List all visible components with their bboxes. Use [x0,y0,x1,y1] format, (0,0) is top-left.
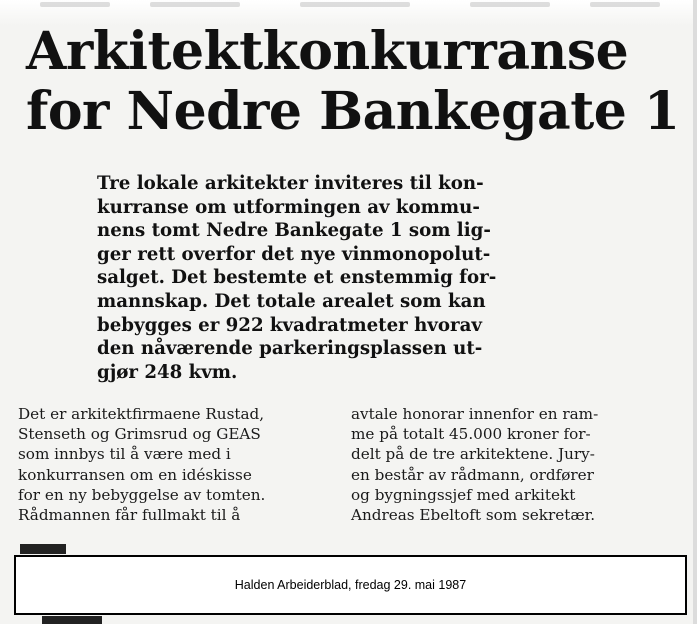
body-line: en består av rådmann, ordfører [351,465,594,484]
cropped-text-fragment [42,616,102,624]
lead-paragraph [97,172,573,384]
headline [26,22,680,142]
ghost-text-mark [300,2,410,7]
scan-right-edge [693,0,697,624]
lead-line: bebygges er 922 kvadratmeter hvorav [97,314,482,336]
body-line: me på totalt 45.000 kroner for- [351,425,591,444]
ghost-text-mark [150,2,240,7]
body-line: Rådmannen får fullmakt til å [18,506,241,525]
body-line: Stenseth og Grimsrud og GEAS [18,425,261,444]
headline-line: for Nedre Bankegate 1 [26,81,680,142]
body-line: delt på de tre arkitektene. Jury- [351,445,595,464]
lead-line: mannskap. Det totale arealet som kan [97,290,486,312]
body-line: som innbys til å være med i [18,445,231,464]
body-column-right [351,404,669,525]
body-line: konkurransen om en idéskisse [18,465,252,484]
lead-line: nens tomt Nedre Bankegate 1 som lig- [97,220,491,242]
lead-line: salget. Det bestemte et enstemmig for- [97,267,497,289]
body-line: Det er arkitektfirmaene Rustad, [18,405,265,423]
body-line: Andreas Ebeltoft som sekretær. [351,506,596,525]
lead-line: Tre lokale arkitekter inviteres til kon- [97,173,484,194]
headline-line: Arkitektkonkurranse [26,21,629,82]
body-line: avtale honorar innenfor en ram- [351,405,599,423]
body-line: for en ny bebyggelse av tomten. [18,485,266,504]
lead-line: gjør 248 kvm. [97,361,238,383]
lead-line: den nåværende parkeringsplassen ut- [97,338,483,360]
lead-line: kurranse om utformingen av kommu- [97,196,480,218]
ghost-text-mark [470,2,550,7]
cropped-text-fragment [20,544,66,554]
ghost-text-mark [590,2,660,7]
body-line: og bygningssjef med arkitekt [351,485,576,504]
ghost-text-mark [40,2,110,7]
source-caption-box [14,555,687,615]
body-column-left [18,404,336,525]
lead-line: ger rett overfor det nye vinmonopolut- [97,243,491,265]
source-caption: Halden Arbeiderblad, fredag 29. mai 1987 [234,578,467,592]
